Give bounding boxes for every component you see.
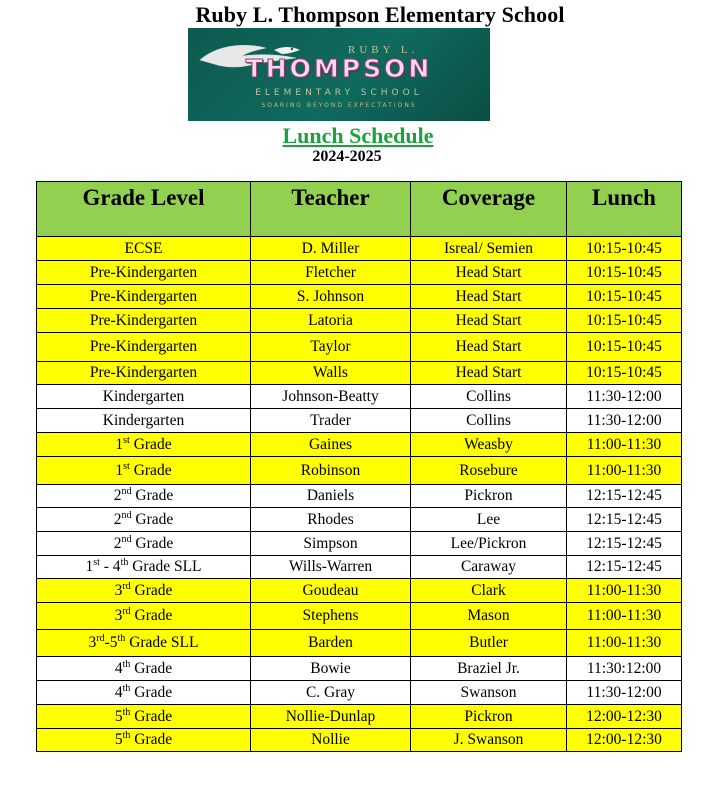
lunch-time-cell: 12:15-12:45 [567,508,682,532]
lunch-time-cell: 10:15-10:45 [567,309,682,333]
teacher-cell: Johnson-Beatty [251,385,411,409]
grade-text: 4 [114,659,123,677]
grade-text-rest: Grade [131,487,174,505]
grade-text-rest-2: Grade SLL [125,634,199,652]
teacher-cell: Fletcher [251,261,411,285]
coverage-cell: J. Swanson [411,729,567,752]
coverage-cell: Braziel Jr. [411,657,567,681]
grade-level-cell [37,309,251,333]
coverage-cell: Rosebure [411,457,567,485]
grade-text: 2 [113,534,122,552]
grade-text-rest: - 4 [99,558,121,576]
grade-ordinal: rd [122,606,131,618]
grade-text: 5 [114,707,123,725]
grade-text-rest: Grade [131,510,174,528]
lunch-time-cell: 11:00-11:30 [567,457,682,485]
school-logo [188,28,490,121]
grade-text: 1 [85,558,94,576]
table-row [37,333,682,362]
teacher-cell: D. Miller [251,237,411,261]
lunch-time-cell: 10:15-10:45 [567,261,682,285]
grade-ordinal: nd [121,509,132,521]
coverage-cell: Caraway [411,556,567,579]
table-row [37,285,682,309]
teacher-cell: Walls [251,362,411,385]
grade-ordinal: nd [121,533,132,545]
grade-level-cell [37,705,251,729]
coverage-cell: Collins [411,409,567,433]
lunch-time-cell: 11:00-11:30 [567,630,682,657]
coverage-cell: Head Start [411,285,567,309]
lunch-time-cell: 11:30-12:00 [567,681,682,705]
grade-ordinal: th [122,658,131,670]
grade-text: 4 [114,683,123,701]
coverage-cell: Butler [411,630,567,657]
table-row [37,705,682,729]
grade-level-cell [37,362,251,385]
coverage-cell: Pickron [411,705,567,729]
lunch-time-cell: 11:00-11:30 [567,433,682,457]
grade-level-cell [37,261,251,285]
grade-ordinal: rd [122,580,131,592]
grade-text-rest: Grade [130,607,173,625]
teacher-cell: S. Johnson [251,285,411,309]
grade-ordinal: nd [121,486,132,498]
table-row [37,409,682,433]
grade-text: 1 [115,461,124,479]
grade-text-rest: Grade [130,731,173,749]
teacher-cell: Stephens [251,603,411,630]
schedule-title: Lunch Schedule [282,123,434,148]
grade-text: 3 [114,581,123,599]
table-row [37,681,682,705]
teacher-cell: Wills-Warren [251,556,411,579]
table-row [37,485,682,508]
lunch-time-cell: 12:15-12:45 [567,556,682,579]
teacher-cell: C. Gray [251,681,411,705]
grade-text: ECSE [124,239,163,257]
coverage-cell: Isreal/ Semien [411,237,567,261]
lunch-time-cell: 12:15-12:45 [567,485,682,508]
coverage-cell: Weasby [411,433,567,457]
lunch-time-cell: 11:30-12:00 [567,385,682,409]
grade-text-rest: Grade [130,683,173,701]
grade-text: Kindergarten [102,387,185,405]
lunch-time-cell: 11:30-12:00 [567,409,682,433]
lunch-time-cell: 12:00-12:30 [567,729,682,752]
teacher-cell: Bowie [251,657,411,681]
logo-line-2: THOMPSON [245,54,433,83]
teacher-cell: Latoria [251,309,411,333]
grade-text-rest: Grade [131,534,174,552]
lunch-time-cell: 11:00-11:30 [567,579,682,603]
grade-level-cell [37,508,251,532]
table-row [37,508,682,532]
logo-line-3: ELEMENTARY SCHOOL [255,88,423,98]
coverage-cell: Collins [411,385,567,409]
grade-text-rest: Grade [129,461,172,479]
column-header-lunch: Lunch [567,182,682,237]
teacher-cell: Nollie-Dunlap [251,705,411,729]
grade-text: Pre-Kindergarten [89,287,198,305]
column-header-grade-level: Grade Level [37,182,251,237]
grade-ordinal: th [122,682,131,694]
grade-text-rest-2: Grade SLL [128,558,202,576]
table-row [37,385,682,409]
coverage-cell: Head Start [411,333,567,362]
coverage-cell: Pickron [411,485,567,508]
lunch-time-cell: 10:15-10:45 [567,333,682,362]
grade-level-cell [37,729,251,752]
grade-text: 1 [115,435,124,453]
grade-level-cell [37,285,251,309]
grade-text-rest: Grade [129,435,172,453]
table-row [37,309,682,333]
grade-level-cell [37,237,251,261]
school-year: 2024-2025 [312,148,382,165]
teacher-cell: Rhodes [251,508,411,532]
grade-level-cell [37,385,251,409]
grade-level-cell [37,579,251,603]
table-row [37,457,682,485]
lunch-time-cell: 10:15-10:45 [567,362,682,385]
table-row [37,261,682,285]
logo-tagline: SOARING BEYOND EXPECTATIONS [261,102,417,109]
teacher-cell: Gaines [251,433,411,457]
grade-ordinal: rd [96,633,105,645]
column-header-teacher: Teacher [251,182,411,237]
grade-level-cell [37,333,251,362]
lunch-time-cell: 10:15-10:45 [567,237,682,261]
logo-line-1: RUBY L. [348,44,419,56]
grade-text-rest: -5 [104,634,118,652]
table-row [37,657,682,681]
table-row [37,237,682,261]
grade-level-cell [37,630,251,657]
teacher-cell: Simpson [251,532,411,556]
grade-ordinal: st [93,557,100,569]
grade-text: 5 [114,731,123,749]
grade-level-cell [37,556,251,579]
grade-level-cell [37,657,251,681]
coverage-cell: Lee/Pickron [411,532,567,556]
grade-text: 2 [113,487,122,505]
grade-level-cell [37,603,251,630]
grade-ordinal: th [122,706,131,718]
teacher-cell: Taylor [251,333,411,362]
table-row [37,433,682,457]
grade-level-cell [37,681,251,705]
grade-level-cell [37,485,251,508]
grade-text: Pre-Kindergarten [89,364,198,382]
teacher-cell: Nollie [251,729,411,752]
coverage-cell: Mason [411,603,567,630]
school-name: Ruby L. Thompson Elementary School [195,2,565,27]
grade-level-cell [37,433,251,457]
lunch-time-cell: 12:00-12:30 [567,705,682,729]
teacher-cell: Barden [251,630,411,657]
coverage-cell: Swanson [411,681,567,705]
table-row [37,532,682,556]
table-row [37,362,682,385]
table-row [37,603,682,630]
grade-ordinal: st [123,460,130,472]
grade-ordinal-2: th [120,557,129,569]
grade-ordinal: th [122,730,131,742]
grade-text: Pre-Kindergarten [89,263,198,281]
grade-level-cell [37,532,251,556]
table-row [37,729,682,752]
lunch-time-cell: 12:15-12:45 [567,532,682,556]
grade-text: 3 [88,634,97,652]
lunch-time-cell: 11:00-11:30 [567,603,682,630]
table-row [37,579,682,603]
teacher-cell: Daniels [251,485,411,508]
table-row [37,556,682,579]
grade-text: Kindergarten [102,411,185,429]
lunch-schedule-table [36,181,682,752]
grade-ordinal: st [123,434,130,446]
coverage-cell: Head Start [411,261,567,285]
column-header-coverage: Coverage [411,182,567,237]
grade-level-cell [37,409,251,433]
coverage-cell: Head Start [411,362,567,385]
lunch-time-cell: 10:15-10:45 [567,285,682,309]
grade-text: Pre-Kindergarten [89,311,198,329]
grade-level-cell [37,457,251,485]
coverage-cell: Lee [411,508,567,532]
header-row [37,182,682,237]
teacher-cell: Goudeau [251,579,411,603]
table-body [37,237,682,752]
coverage-cell: Clark [411,579,567,603]
grade-text-rest: Grade [130,707,173,725]
grade-text-rest: Grade [130,659,173,677]
table-row [37,630,682,657]
coverage-cell: Head Start [411,309,567,333]
grade-ordinal-2: th [117,633,126,645]
lunch-time-cell: 11:30:12:00 [567,657,682,681]
grade-text: 2 [113,510,122,528]
grade-text-rest: Grade [130,581,173,599]
teacher-cell: Robinson [251,457,411,485]
grade-text: 3 [114,607,123,625]
grade-text: Pre-Kindergarten [89,338,198,356]
teacher-cell: Trader [251,409,411,433]
